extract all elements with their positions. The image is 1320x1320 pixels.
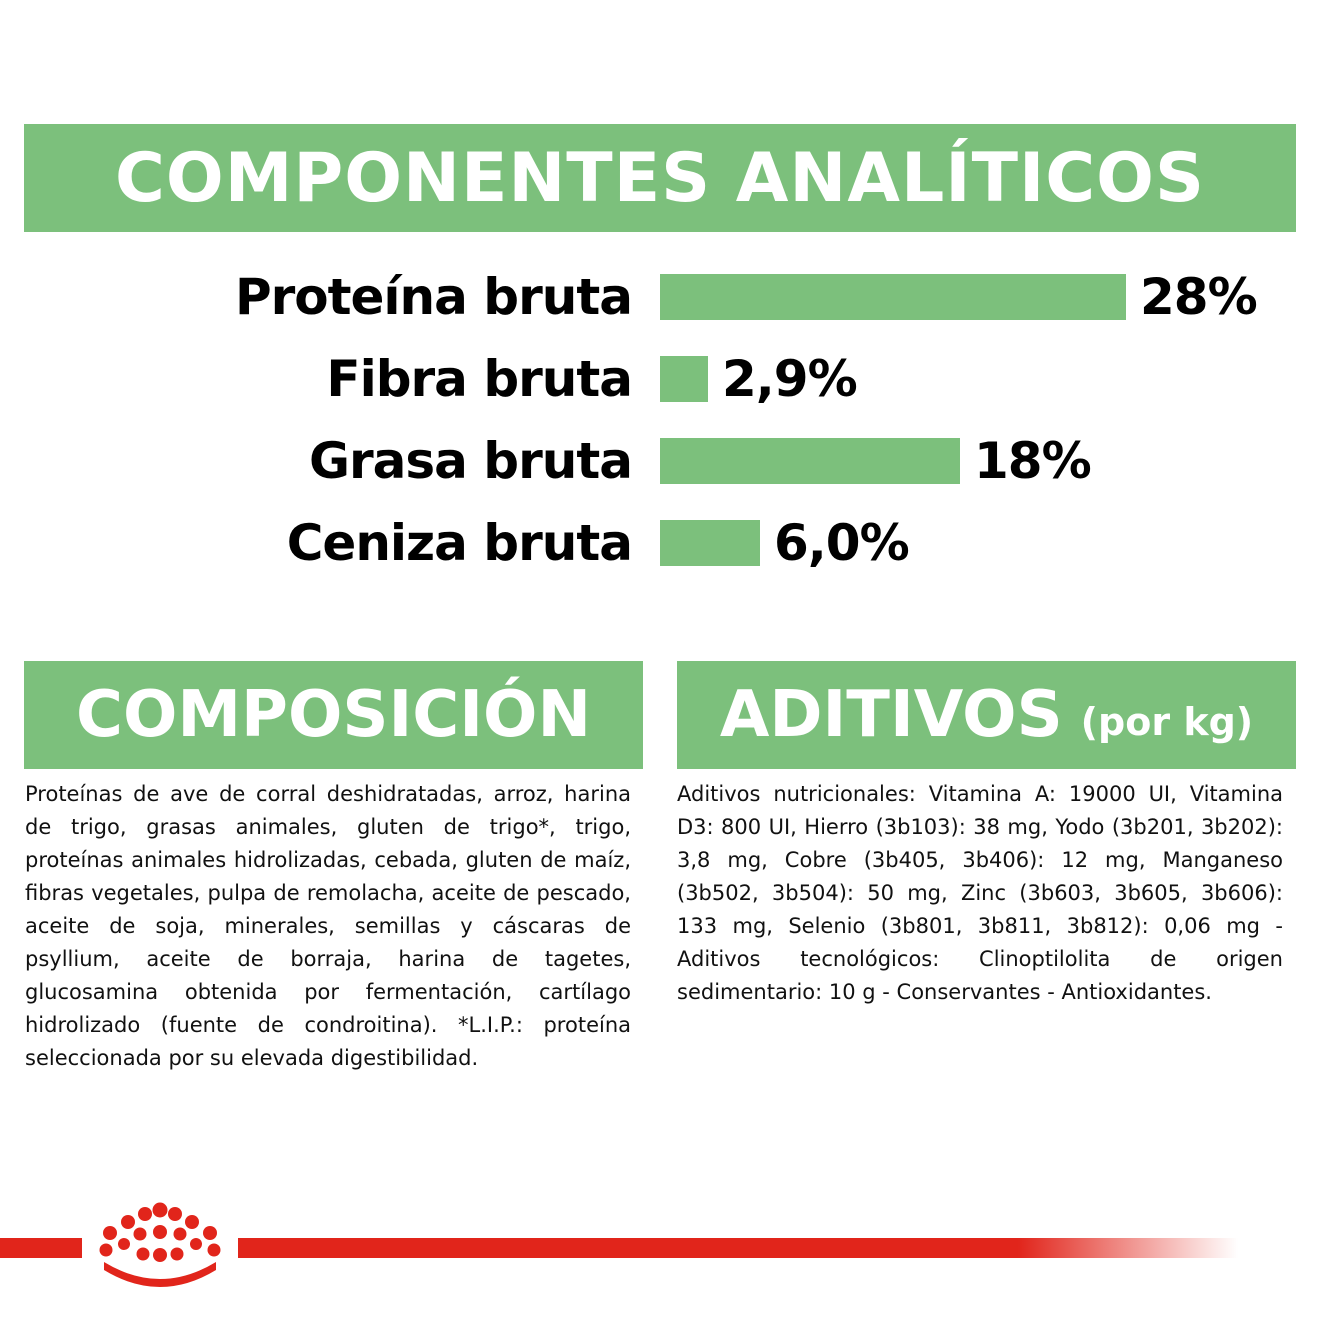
additives-title: ADITIVOS: [719, 678, 1063, 752]
royal-canin-crown-icon: [88, 1200, 228, 1290]
analytics-label: Grasa bruta: [308, 432, 632, 490]
additives-title-banner: [677, 661, 1296, 769]
analytics-value: 28%: [1140, 268, 1257, 326]
analytics-row-fiber: [0, 344, 1320, 414]
analytics-row-protein: [0, 262, 1320, 332]
analytics-bar: [660, 520, 760, 566]
analytics-bar: [660, 356, 708, 402]
analytics-title: COMPONENTES ANALÍTICOS: [115, 138, 1205, 218]
analytics-label: Proteína bruta: [234, 268, 632, 326]
analytics-label: Fibra bruta: [326, 350, 632, 408]
analytics-value: 6,0%: [774, 514, 909, 572]
composition-text: Proteínas de ave de corral deshidratadas, arroz, harina de trigo, grasas animales, gluten de trigo*, trigo, proteínas animales hidrolizadas, cebada, gluten de maíz, fibras vegetales, pulpa de remolacha, aceite de pescado, aceite de soja, minerales, semillas y cáscaras de psyllium, aceite de borraja, harina de tagetes, glucosamina obtenida por fermentación, cartílago hidrolizado (fuente de condroitina). *L.I.P.: proteína seleccionada por su elevada digestibilidad.: [25, 782, 631, 1070]
additives-text: Aditivos nutricionales: Vitamina A: 19000 UI, Vitamina D3: 800 UI, Hierro (3b103): 38 mg, Yodo (3b201, 3b202): 3,8 mg, Cobre (3b405, 3b406): 12 mg, Manganeso (3b502, 3b504): 50 mg, Zinc (3b603, 3b605, 3b606): 133 mg, Selenio (3b801, 3b811, 3b812): 0,06 mg - Aditivos tecnológicos: Clinoptilolita de origen sedimentario: 10 g - Conservantes - Antioxidantes.: [677, 782, 1283, 1004]
composition-title-banner: [24, 661, 643, 769]
analytics-row-ash: [0, 508, 1320, 578]
composition-title: COMPOSICIÓN: [75, 678, 592, 752]
analytics-row-fat: [0, 426, 1320, 496]
analytics-bar: [660, 274, 1126, 320]
footer-red-line-right: [238, 1238, 1238, 1258]
footer-red-line-left: [0, 1238, 82, 1258]
additives-title-suffix: (por kg): [1080, 700, 1254, 744]
analytics-label: Ceniza bruta: [286, 514, 632, 572]
analytics-value: 18%: [974, 432, 1091, 490]
analytics-title-banner: [24, 124, 1296, 232]
analytics-bar: [660, 438, 960, 484]
analytics-value: 2,9%: [722, 350, 857, 408]
